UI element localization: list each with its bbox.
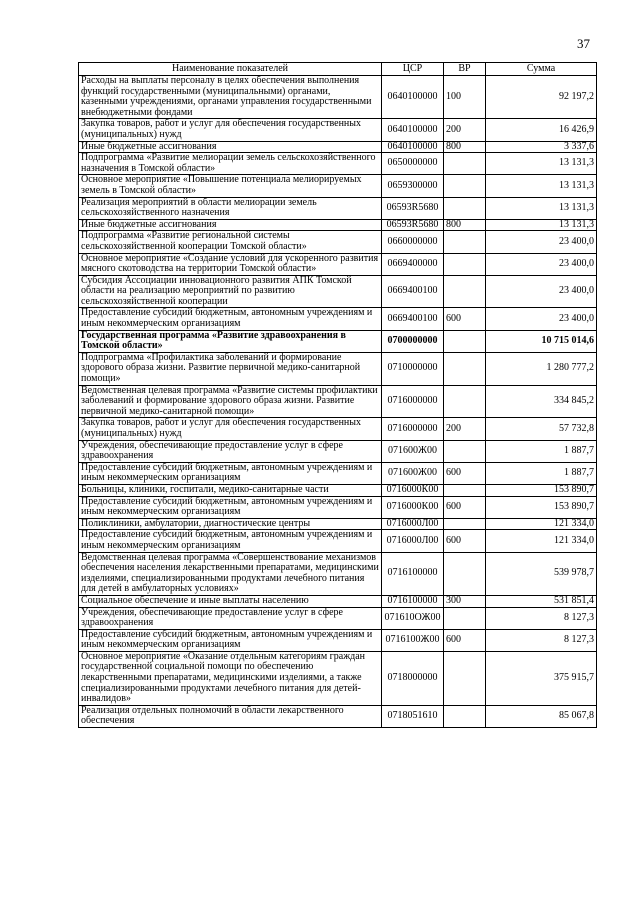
cell-csr: 0718051610 — [382, 705, 444, 727]
page-number: 37 — [577, 36, 590, 51]
cell-name: Предоставление субсидий бюджетным, автономным учреждениям и иным некоммерческим организациям — [79, 629, 382, 651]
cell-name: Ведомственная целевая программа «Совершенствование механизмов обеспечения населения лекарственными препаратами, медицинскими изделиями, специализированными продуктами лечебного питания для детей в амбулаторных условиях» — [79, 552, 382, 595]
cell-vr — [444, 330, 486, 352]
table-body — [79, 76, 597, 728]
cell-sum: 8 127,3 — [486, 629, 597, 651]
table-row — [79, 496, 597, 518]
cell-name: Предоставление субсидий бюджетным, автономным учреждениям и иным некоммерческим организациям — [79, 496, 382, 518]
cell-sum: 531 851,4 — [486, 595, 597, 607]
cell-sum: 539 978,7 — [486, 552, 597, 595]
table-row — [79, 330, 597, 352]
cell-sum: 23 400,0 — [486, 275, 597, 308]
table-row — [79, 197, 597, 219]
cell-vr — [444, 231, 486, 253]
cell-vr: 600 — [444, 530, 486, 552]
cell-name: Закупка товаров, работ и услуг для обеспечения государственных (муниципальных) нужд — [79, 418, 382, 440]
table-header-row — [79, 63, 597, 76]
cell-name: Подпрограмма «Развитие мелиорации земель сельскохозяйственного назначения в Томской области» — [79, 153, 382, 175]
cell-vr — [444, 197, 486, 219]
cell-csr: 0669400100 — [382, 275, 444, 308]
table-row — [79, 153, 597, 175]
table-row — [79, 253, 597, 275]
cell-csr: 0716000Л00 — [382, 518, 444, 530]
cell-vr: 600 — [444, 462, 486, 484]
cell-csr: 0716100Ж00 — [382, 629, 444, 651]
table-row — [79, 308, 597, 330]
cell-name: Предоставление субсидий бюджетным, автономным учреждениям и иным некоммерческим организациям — [79, 530, 382, 552]
cell-sum: 8 127,3 — [486, 607, 597, 629]
table-row — [79, 231, 597, 253]
table-row — [79, 484, 597, 496]
cell-name: Реализация мероприятий в области мелиорации земель сельскохозяйственного назначения — [79, 197, 382, 219]
cell-name: Иные бюджетные ассигнования — [79, 219, 382, 231]
cell-sum: 85 067,8 — [486, 705, 597, 727]
table-row — [79, 530, 597, 552]
cell-vr — [444, 651, 486, 705]
cell-sum: 153 890,7 — [486, 484, 597, 496]
cell-sum: 92 197,2 — [486, 76, 597, 119]
cell-name: Подпрограмма «Развитие региональной системы сельскохозяйственной кооперации Томской области» — [79, 231, 382, 253]
table-row — [79, 462, 597, 484]
cell-sum: 23 400,0 — [486, 308, 597, 330]
cell-csr: 0716000К00 — [382, 484, 444, 496]
cell-vr: 600 — [444, 629, 486, 651]
cell-vr: 600 — [444, 496, 486, 518]
cell-vr — [444, 253, 486, 275]
table-row — [79, 418, 597, 440]
cell-sum: 121 334,0 — [486, 530, 597, 552]
cell-sum: 13 131,3 — [486, 197, 597, 219]
cell-vr: 100 — [444, 76, 486, 119]
cell-vr — [444, 385, 486, 418]
cell-sum: 16 426,9 — [486, 119, 597, 141]
table-row — [79, 651, 597, 705]
cell-sum: 10 715 014,6 — [486, 330, 597, 352]
cell-csr: 0710000000 — [382, 352, 444, 385]
cell-sum: 1 887,7 — [486, 440, 597, 462]
header-csr: ЦСР — [382, 63, 444, 76]
cell-vr — [444, 705, 486, 727]
table-row — [79, 629, 597, 651]
cell-name: Социальное обеспечение и иные выплаты населению — [79, 595, 382, 607]
cell-csr: 0659300000 — [382, 175, 444, 197]
cell-vr: 600 — [444, 308, 486, 330]
cell-sum: 121 334,0 — [486, 518, 597, 530]
cell-sum: 375 915,7 — [486, 651, 597, 705]
table-row — [79, 607, 597, 629]
cell-vr — [444, 275, 486, 308]
table-row — [79, 219, 597, 231]
cell-name: Основное мероприятие «Оказание отдельным категориям граждан государственной социальной помощи по обеспечению лекарственными препаратами, медицинскими изделиями, а также специализированными продуктами лечебного питания для детей-инвалидов» — [79, 651, 382, 705]
cell-name: Учреждения, обеспечивающие предоставление услуг в сфере здравоохранения — [79, 440, 382, 462]
cell-sum: 3 337,6 — [486, 141, 597, 153]
cell-vr: 300 — [444, 595, 486, 607]
cell-vr: 800 — [444, 141, 486, 153]
cell-name: Предоставление субсидий бюджетным, автономным учреждениям и иным некоммерческим организациям — [79, 308, 382, 330]
cell-sum: 13 131,3 — [486, 153, 597, 175]
cell-name: Основное мероприятие «Создание условий для ускоренного развития мясного скотоводства на территории Томской области» — [79, 253, 382, 275]
cell-vr: 800 — [444, 219, 486, 231]
cell-name: Подпрограмма «Профилактика заболеваний и формирование здорового образа жизни. Развитие первичной медико-санитарной помощи» — [79, 352, 382, 385]
cell-vr — [444, 518, 486, 530]
cell-sum: 57 732,8 — [486, 418, 597, 440]
cell-csr: 0716000000 — [382, 418, 444, 440]
cell-name: Закупка товаров, работ и услуг для обеспечения государственных (муниципальных) нужд — [79, 119, 382, 141]
cell-sum: 13 131,3 — [486, 219, 597, 231]
cell-name: Расходы на выплаты персоналу в целях обеспечения выполнения функций государственными (муниципальными) органами, казенными учреждениями, органами управления государственными внебюджетными фондами — [79, 76, 382, 119]
cell-name: Предоставление субсидий бюджетным, автономным учреждениям и иным некоммерческим организациям — [79, 462, 382, 484]
cell-csr: 0718000000 — [382, 651, 444, 705]
table-row — [79, 440, 597, 462]
cell-csr: 0660000000 — [382, 231, 444, 253]
header-sum: Сумма — [486, 63, 597, 76]
cell-vr — [444, 352, 486, 385]
cell-sum: 334 845,2 — [486, 385, 597, 418]
cell-csr: 0716000К00 — [382, 496, 444, 518]
table-row — [79, 175, 597, 197]
table-row — [79, 275, 597, 308]
cell-csr: 0716100000 — [382, 595, 444, 607]
cell-vr — [444, 484, 486, 496]
table-row — [79, 705, 597, 727]
cell-csr: 0716100000 — [382, 552, 444, 595]
cell-vr — [444, 607, 486, 629]
cell-sum: 1 887,7 — [486, 462, 597, 484]
cell-name: Государственная программа «Развитие здравоохранения в Томской области» — [79, 330, 382, 352]
cell-csr: 06593R5680 — [382, 197, 444, 219]
table-row — [79, 552, 597, 595]
cell-csr: 0640100000 — [382, 119, 444, 141]
cell-csr: 0716000000 — [382, 385, 444, 418]
cell-name: Ведомственная целевая программа «Развитие системы профилактики заболеваний и формирование здорового образа жизни. Развитие первичной медико-санитарной помощи» — [79, 385, 382, 418]
cell-csr: 0640100000 — [382, 141, 444, 153]
cell-name: Реализация отдельных полномочий в области лекарственного обеспечения — [79, 705, 382, 727]
cell-sum: 13 131,3 — [486, 175, 597, 197]
cell-name: Больницы, клиники, госпитали, медико-санитарные части — [79, 484, 382, 496]
cell-vr — [444, 153, 486, 175]
cell-csr: 0716000Л00 — [382, 530, 444, 552]
cell-csr: 071610ОЖ00 — [382, 607, 444, 629]
cell-vr: 200 — [444, 119, 486, 141]
cell-sum: 1 280 777,2 — [486, 352, 597, 385]
table-row — [79, 518, 597, 530]
cell-csr: 071600Ж00 — [382, 462, 444, 484]
cell-csr: 06593R5680 — [382, 219, 444, 231]
cell-vr: 200 — [444, 418, 486, 440]
cell-name: Субсидия Ассоциации инновационного развития АПК Томской области на реализацию мероприятий по развитию сельскохозяйственной кооперации — [79, 275, 382, 308]
cell-vr — [444, 440, 486, 462]
table-row — [79, 76, 597, 119]
cell-vr — [444, 552, 486, 595]
cell-name: Основное мероприятие «Повышение потенциала мелиорируемых земель в Томской области» — [79, 175, 382, 197]
table-row — [79, 352, 597, 385]
cell-sum: 153 890,7 — [486, 496, 597, 518]
cell-name: Поликлиники, амбулатории, диагностические центры — [79, 518, 382, 530]
cell-vr — [444, 175, 486, 197]
table-row — [79, 119, 597, 141]
header-vr: ВР — [444, 63, 486, 76]
cell-name: Учреждения, обеспечивающие предоставление услуг в сфере здравоохранения — [79, 607, 382, 629]
table-row — [79, 595, 597, 607]
cell-csr: 0669400100 — [382, 308, 444, 330]
cell-sum: 23 400,0 — [486, 253, 597, 275]
cell-csr: 071600Ж00 — [382, 440, 444, 462]
cell-csr: 0640100000 — [382, 76, 444, 119]
budget-table — [78, 62, 597, 728]
cell-csr: 0650000000 — [382, 153, 444, 175]
table-row — [79, 141, 597, 153]
cell-csr: 0700000000 — [382, 330, 444, 352]
cell-csr: 0669400000 — [382, 253, 444, 275]
table-row — [79, 385, 597, 418]
header-name: Наименование показателей — [79, 63, 382, 76]
cell-sum: 23 400,0 — [486, 231, 597, 253]
cell-name: Иные бюджетные ассигнования — [79, 141, 382, 153]
